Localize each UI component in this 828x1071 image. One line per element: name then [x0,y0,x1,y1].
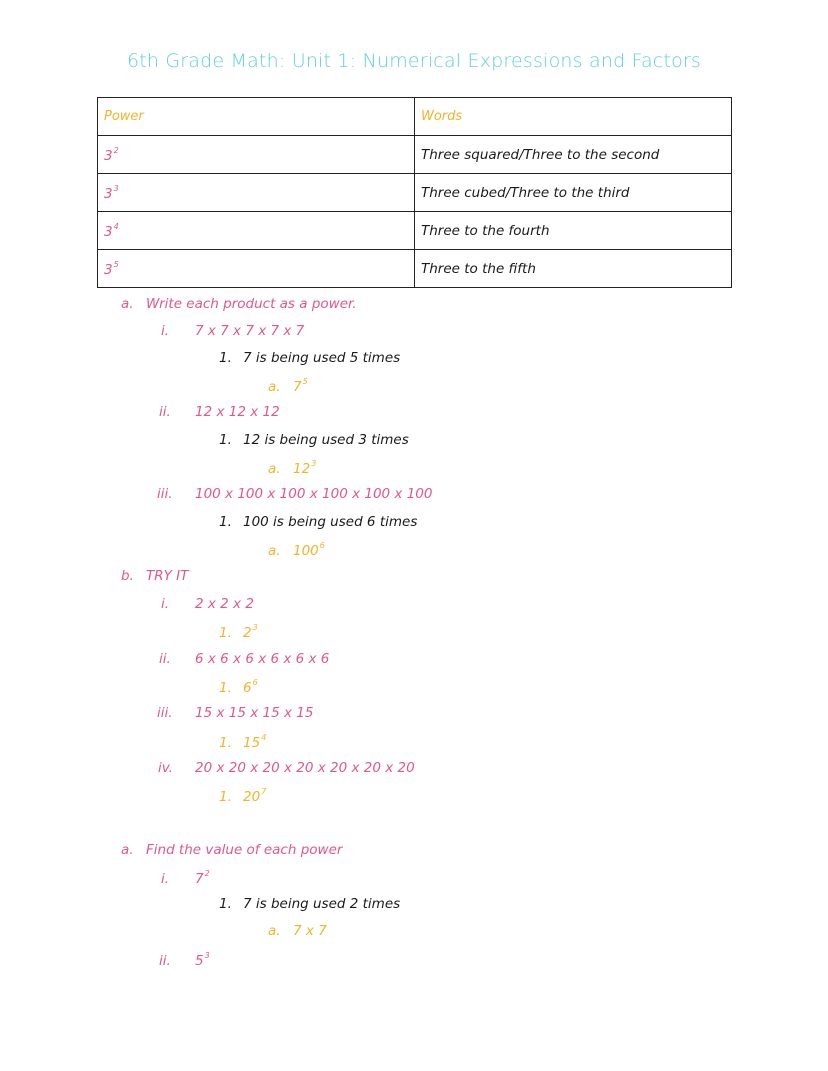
list-item [159,404,280,420]
expression: 12 x 12 x 12 [195,404,280,420]
section-heading [121,568,188,584]
list-marker: iv. [158,760,173,776]
power-base: 12 [293,461,311,477]
list-marker: 1. [219,789,232,805]
list-item [157,705,313,721]
list-item [219,432,409,448]
list-marker: a. [268,379,281,395]
answer [268,923,327,939]
list-marker: a. [268,923,281,939]
column-header-power: Power [98,98,415,136]
list-marker: 1. [219,350,232,366]
table-row [98,136,732,174]
list-marker: 1. [219,680,232,696]
expression: 15 x 15 x 15 x 15 [195,705,314,721]
power-cell [98,250,415,288]
power-cell [98,212,415,250]
power-exponent: 7 [261,787,267,796]
explanation: 100 is being used 6 times [243,514,418,530]
expression: 20 x 20 x 20 x 20 x 20 x 20 x 20 [195,760,415,776]
section-heading-text: Find the value of each power [146,842,343,858]
power-base: 6 [243,680,252,696]
expression: 2 x 2 x 2 [195,596,254,612]
words-cell: Three to the fifth [415,250,732,288]
list-marker: a. [268,543,281,559]
power-cell [98,174,415,212]
section-heading [121,296,357,312]
words-cell: Three cubed/Three to the third [415,174,732,212]
words-cell: Three squared/Three to the second [415,136,732,174]
list-item [157,486,432,502]
list-marker: i. [161,323,170,339]
power-exponent: 4 [261,733,267,742]
list-marker: 1. [219,432,232,448]
expression: 100 x 100 x 100 x 100 x 100 x 100 [195,486,433,502]
list-marker: 1. [219,514,232,530]
answer [219,787,266,805]
answer [219,678,258,696]
list-item [219,514,417,530]
list-marker: iii. [157,486,173,502]
power-base: 100 [293,543,319,559]
table-row [98,212,732,250]
powers-table [97,97,732,288]
explanation: 7 is being used 5 times [243,350,401,366]
explanation: 7 is being used 2 times [243,896,401,912]
list-item [219,350,400,366]
power-base: 7 [293,379,302,395]
list-marker: i. [161,871,170,887]
power-base: 3 [104,147,113,164]
power-base: 7 [195,871,204,887]
list-marker: a. [121,296,134,312]
power-exponent: 2 [113,145,119,155]
list-marker: a. [268,461,281,477]
power-base: 3 [104,185,113,202]
list-item [161,323,304,339]
answer [268,541,325,559]
power-base: 3 [104,261,113,278]
table-header-row [98,98,732,136]
list-marker: a. [121,842,134,858]
list-marker: ii. [159,404,171,420]
expression: 7 x 7 x 7 x 7 x 7 [195,323,305,339]
power-base: 20 [243,789,261,805]
power-exponent: 6 [252,678,258,687]
table-row [98,250,732,288]
power-base: 15 [243,735,261,751]
list-marker: b. [121,568,134,584]
list-item [159,951,210,969]
list-item [159,651,329,667]
answer [219,733,266,751]
list-item [158,760,415,776]
answer [268,459,316,477]
power-exponent: 3 [204,951,210,960]
answer [219,623,258,641]
table-row [98,174,732,212]
power-base: 5 [195,953,204,969]
section-heading [121,842,342,858]
answer [268,377,308,395]
section-heading-text: TRY IT [146,568,189,584]
list-marker: ii. [159,651,171,667]
column-header-words: Words [415,98,732,136]
list-marker: 1. [219,735,232,751]
power-exponent: 6 [319,541,325,550]
list-item [161,869,210,887]
section-heading-text: Write each product as a power. [146,296,357,312]
explanation: 12 is being used 3 times [243,432,409,448]
power-exponent: 4 [113,221,119,231]
list-marker: 1. [219,896,232,912]
power-exponent: 3 [113,183,119,193]
expression: 6 x 6 x 6 x 6 x 6 x 6 [195,651,330,667]
list-marker: iii. [157,705,173,721]
power-exponent: 3 [252,623,258,632]
power-exponent: 3 [311,459,317,468]
power-exponent: 5 [302,377,308,386]
page-title: 6th Grade Math: Unit 1: Numerical Expressions and Factors [126,50,702,72]
power-base: 3 [104,223,113,240]
power-exponent: 5 [113,259,119,269]
answer-text: 7 x 7 [293,923,327,939]
words-cell: Three to the fourth [415,212,732,250]
list-marker: 1. [219,625,232,641]
power-base: 2 [243,625,252,641]
power-cell [98,136,415,174]
list-item [219,896,400,912]
list-marker: i. [161,596,170,612]
power-exponent: 2 [204,869,210,878]
list-marker: ii. [159,953,171,969]
list-item [161,596,254,612]
